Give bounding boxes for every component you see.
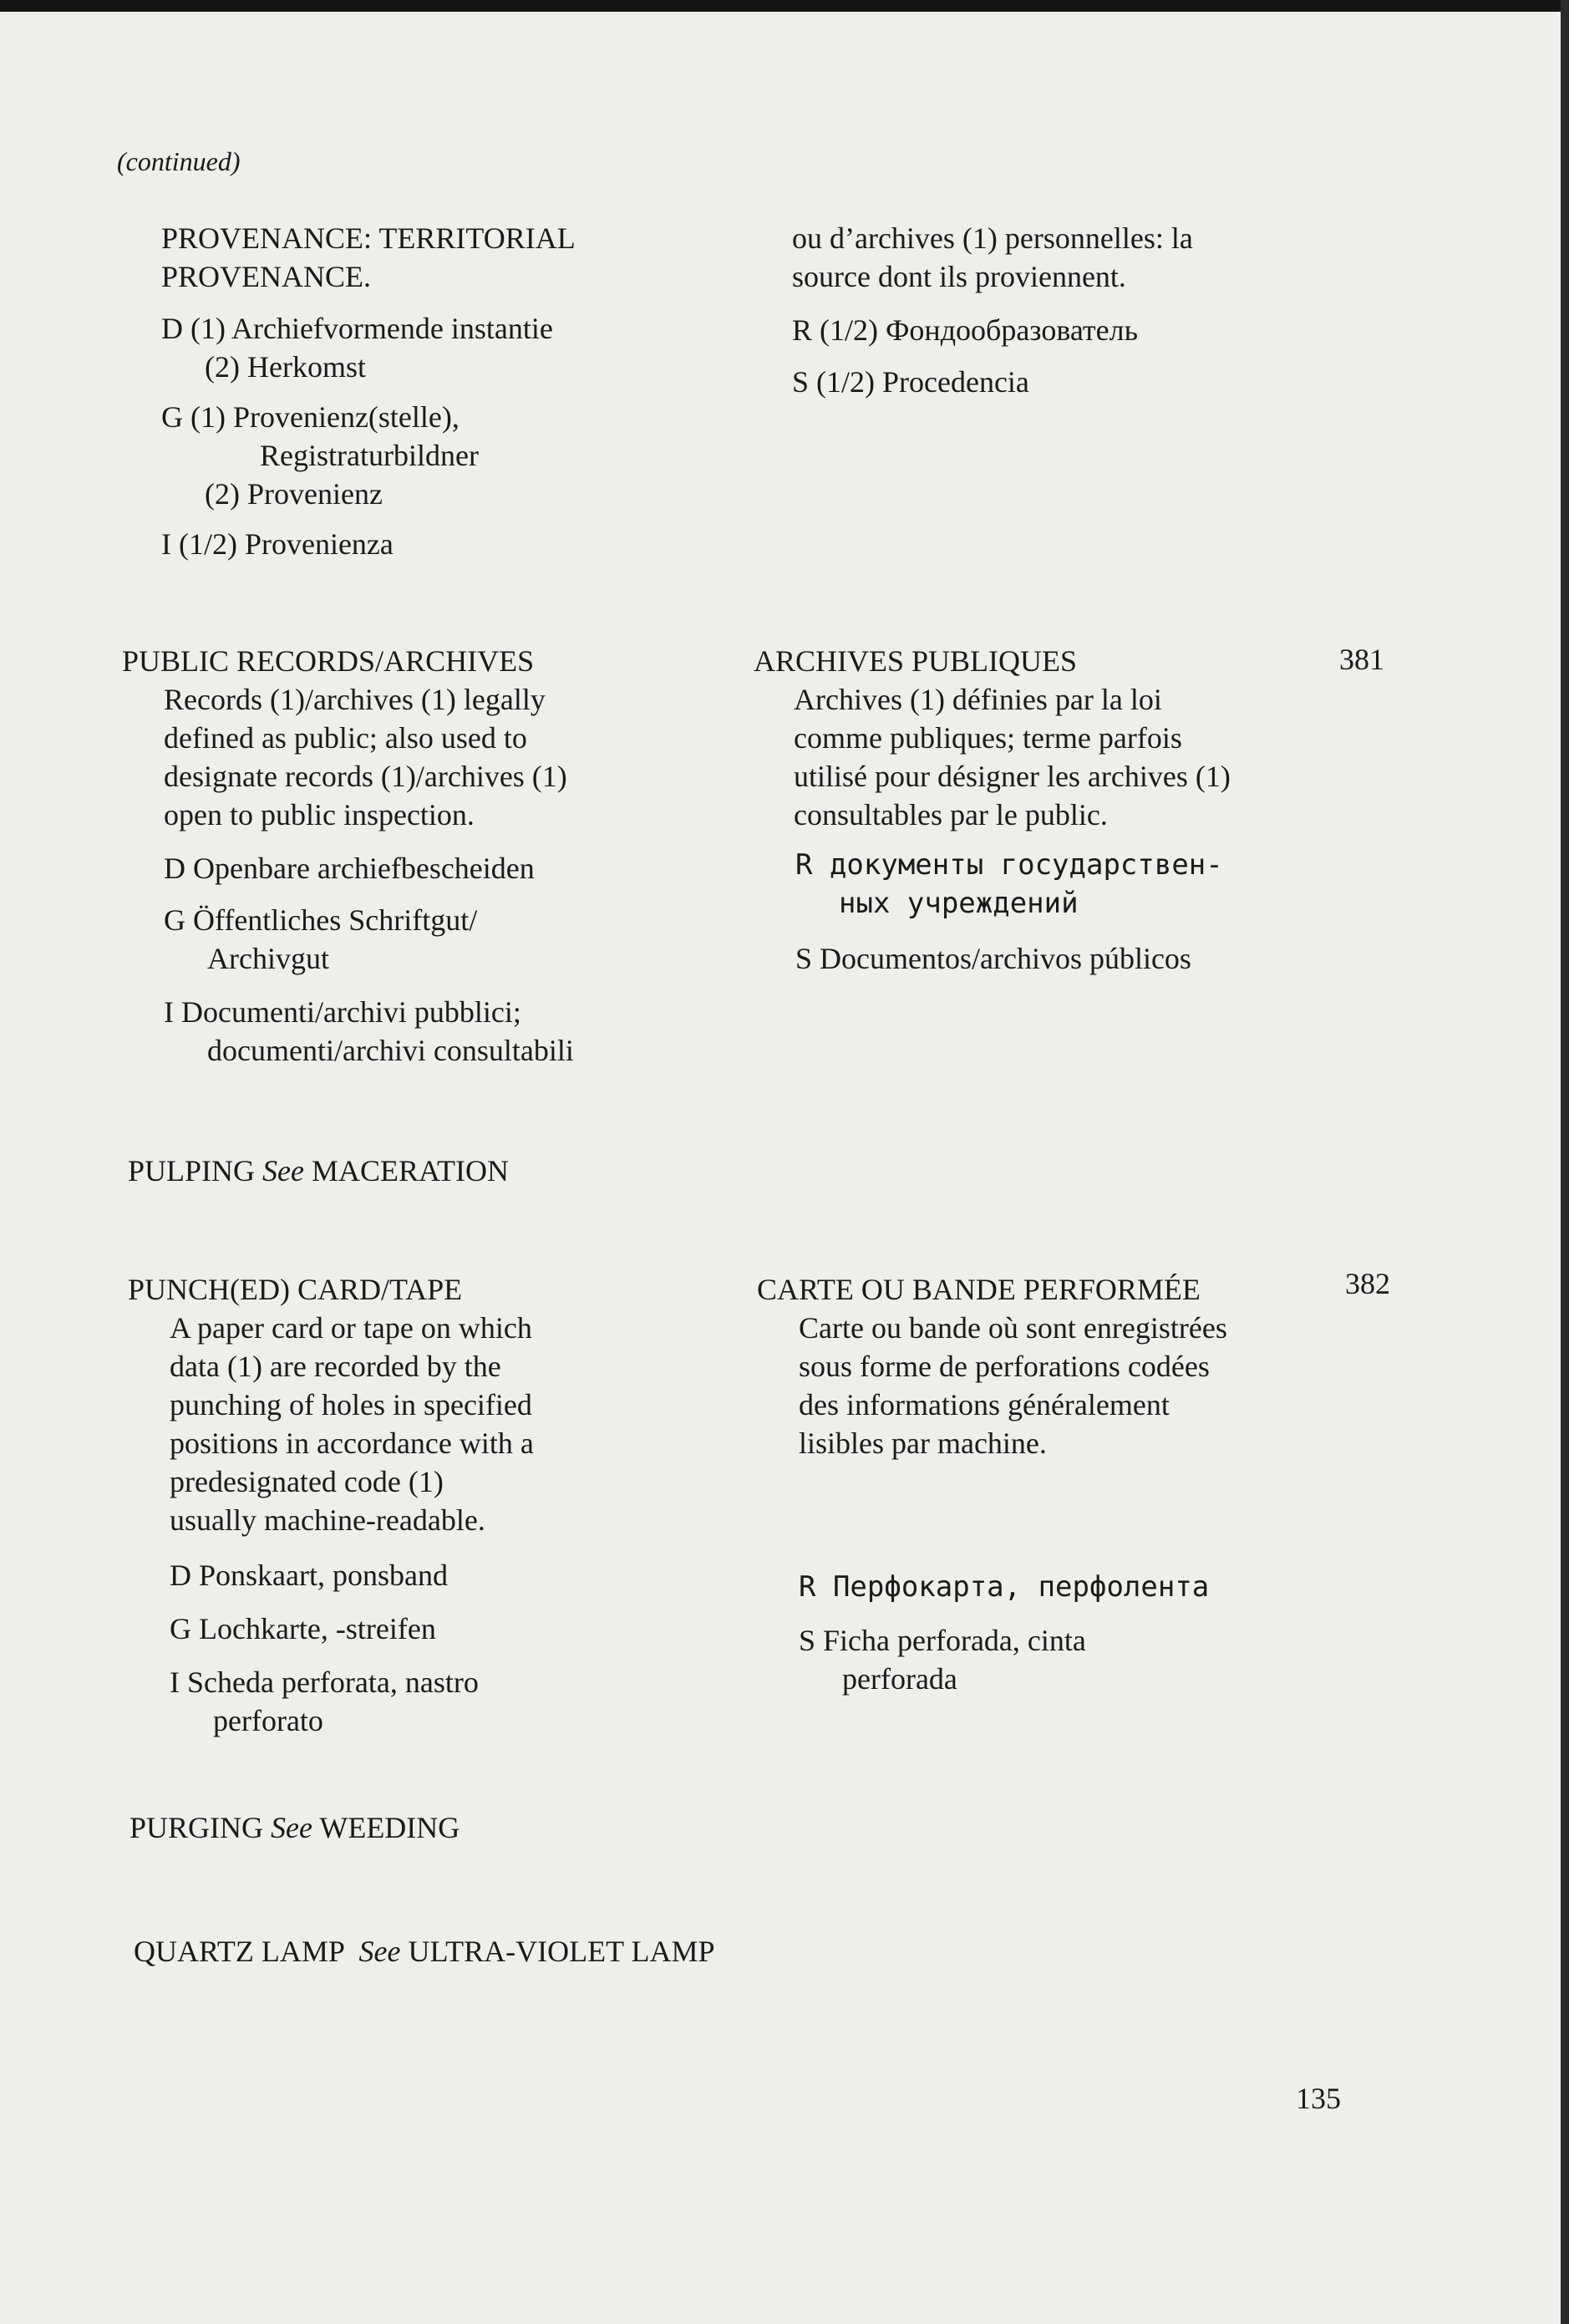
entry-public-records-fr	[754, 642, 1422, 978]
pulping-target: MACERATION	[311, 1154, 509, 1187]
quartz-see: See	[358, 1935, 401, 1968]
provenance-g1b: Registraturbildner	[260, 439, 479, 472]
public-records-i1: I Documenti/archivi pubblici;	[164, 995, 521, 1029]
punched-s1: S Ficha perforada, cinta	[799, 1624, 1086, 1657]
public-records-r2: ных учреждений	[839, 887, 1079, 920]
purging-term: PURGING	[129, 1811, 264, 1844]
scan-right-edge	[1561, 0, 1569, 2324]
punched-i2: perforato	[213, 1704, 323, 1737]
provenance-r-text: R (1/2) Фондообразователь	[792, 313, 1138, 347]
provenance-d1: D (1) Archiefvormende instantie	[161, 312, 553, 345]
public-records-i2: documenti/archivi consultabili	[207, 1034, 574, 1067]
entry-punched-card	[128, 1270, 763, 1740]
provenance-g1: G (1) Provenienz(stelle),	[161, 400, 460, 434]
public-records-g1: G Öffentliches Schriftgut/	[164, 903, 478, 937]
quartz-term: QUARTZ LAMP	[134, 1935, 344, 1968]
entry-punched-card-fr	[757, 1270, 1392, 1698]
public-records-fr-4: consultables par le public.	[794, 798, 1108, 831]
public-records-r1: R документы государствен-	[795, 848, 1223, 882]
entry-provenance-fr	[792, 219, 1444, 401]
punched-s2: perforada	[842, 1662, 957, 1696]
continued-label: (continued)	[117, 146, 241, 176]
public-records-fr-3: utilisé pour désigner les archives (1)	[794, 760, 1231, 793]
punched-def-1: A paper card or tape on which	[170, 1311, 532, 1345]
punched-d: D Ponskaart, ponsband	[170, 1559, 448, 1592]
entry-provenance	[161, 219, 763, 563]
provenance-term-1: PROVENANCE: TERRITORIAL	[161, 221, 576, 255]
punched-fr-2: sous forme de perforations codées	[799, 1350, 1210, 1383]
provenance-i: I (1/2) Provenienza	[161, 527, 394, 561]
public-records-g2: Archivgut	[207, 942, 329, 975]
purging-target: WEEDING	[319, 1811, 460, 1844]
provenance-d2: (2) Herkomst	[205, 350, 366, 384]
provenance-g2: (2) Provenienz	[205, 477, 383, 511]
provenance-fr-1: ou d’archives (1) personnelles: la	[792, 221, 1193, 255]
public-records-fr-term: ARCHIVES PUBLIQUES	[754, 644, 1078, 678]
public-records-fr-1: Archives (1) définies par la loi	[794, 683, 1162, 716]
public-records-def-3: designate records (1)/archives (1)	[164, 760, 567, 793]
entry-pulping	[128, 1152, 509, 1190]
punched-def-5: predesignated code (1)	[170, 1465, 444, 1498]
provenance-fr-2: source dont ils proviennent.	[792, 260, 1126, 293]
punched-i1: I Scheda perforata, nastro	[170, 1665, 479, 1699]
provenance-r	[792, 311, 1444, 349]
public-records-term: PUBLIC RECORDS/ARCHIVES	[122, 644, 535, 678]
purging-see: See	[271, 1811, 312, 1844]
provenance-term-2: PROVENANCE.	[161, 260, 372, 293]
punched-fr-3: des informations généralement	[799, 1388, 1170, 1421]
punched-def-6: usually machine-readable.	[170, 1503, 485, 1537]
pulping-term: PULPING	[128, 1154, 256, 1187]
page-number: 135	[1296, 2082, 1341, 2115]
public-records-def-1: Records (1)/archives (1) legally	[164, 683, 546, 716]
public-records-def-4: open to public inspection.	[164, 798, 475, 831]
punched-fr-1: Carte ou bande où sont enregistrées	[799, 1311, 1227, 1345]
entry-number-382: 382	[1345, 1267, 1390, 1300]
pulping-see: See	[262, 1154, 304, 1187]
public-records-s: S Documentos/archivos públicos	[795, 942, 1191, 975]
punched-fr-4: lisibles par machine.	[799, 1426, 1047, 1460]
entry-quartz-lamp	[134, 1932, 714, 1971]
punched-r: R Перфокарта, перфолента	[799, 1570, 1210, 1604]
public-records-def-2: defined as public; also used to	[164, 721, 527, 755]
punched-def-4: positions in accordance with a	[170, 1426, 534, 1460]
entry-number-381: 381	[1339, 643, 1384, 676]
punched-def-2: data (1) are recorded by the	[170, 1350, 501, 1383]
provenance-s: S (1/2) Procedencia	[792, 365, 1029, 399]
punched-def-3: punching of holes in specified	[170, 1388, 532, 1421]
punched-g: G Lochkarte, -streifen	[170, 1612, 436, 1645]
punched-fr-term: CARTE OU BANDE PERFORMÉE	[757, 1273, 1201, 1306]
quartz-target: ULTRA-VIOLET LAMP	[408, 1935, 715, 1968]
entry-purging	[129, 1808, 460, 1847]
public-records-fr-2: comme publiques; terme parfois	[794, 721, 1182, 755]
entry-public-records	[122, 642, 757, 1070]
public-records-d: D Openbare archiefbescheiden	[164, 852, 535, 885]
punched-term: PUNCH(ED) CARD/TAPE	[128, 1273, 463, 1306]
scan-top-edge	[0, 0, 1569, 12]
